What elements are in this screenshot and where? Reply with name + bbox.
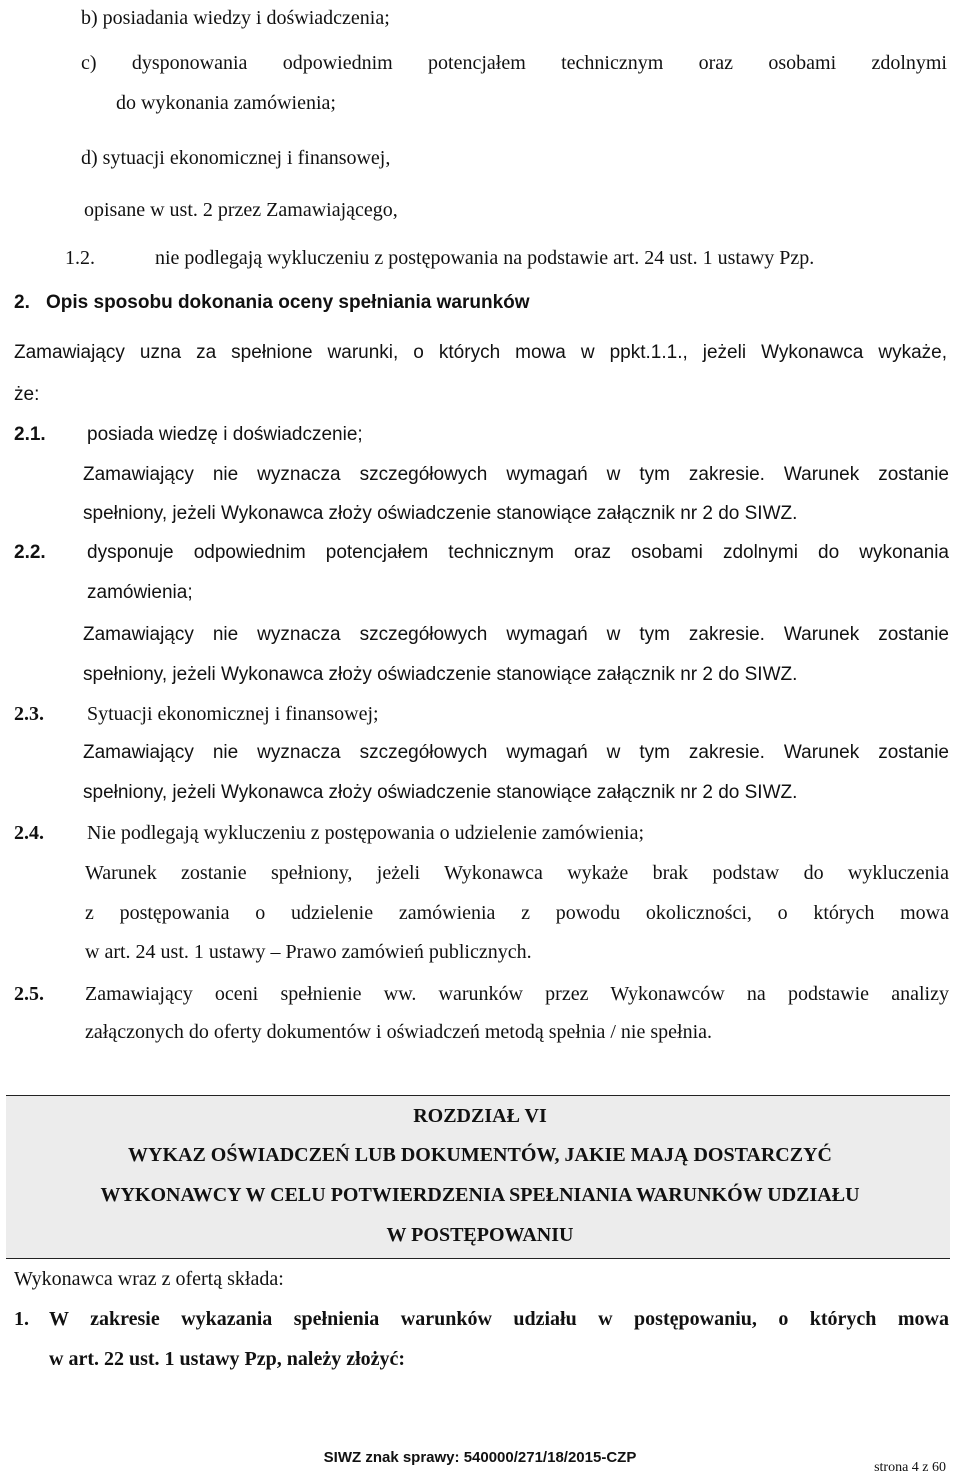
- point-2-2-line1: Zamawiający nie wyznacza szczegółowych wymagań w tym zakresie. Warunek zostanie: [83, 624, 949, 645]
- point-2-3-line2: spełniony, jeżeli Wykonawca złoży oświadczenie stanowiące załącznik nr 2 do SIWZ.: [83, 782, 798, 803]
- point-2-2-title-line2: zamówienia;: [87, 582, 193, 603]
- described-note: opisane w ust. 2 przez Zamawiającego,: [84, 199, 398, 221]
- chapter-title-line1: WYKAZ OŚWIADCZEŃ LUB DOKUMENTÓW, JAKIE MAJĄ DOSTARCZYĆ: [128, 1144, 832, 1166]
- section-2-intro-line1: Zamawiający uzna za spełnione warunki, o których mowa w ppkt.1.1., jeżeli Wykonawca wykaże,: [14, 342, 947, 363]
- point-2-5-line1: Zamawiający oceni spełnienie ww. warunków przez Wykonawców na podstawie analizy: [85, 983, 949, 1005]
- page-number: strona 4 z 60: [874, 1460, 946, 1475]
- point-2-1-line2: spełniony, jeżeli Wykonawca złoży oświadczenie stanowiące załącznik nr 2 do SIWZ.: [83, 503, 798, 524]
- point-number-2-5: 2.5.: [14, 983, 44, 1005]
- point-2-5-line2: załączonych do oferty dokumentów i oświadczeń metodą spełnia / nie spełnia.: [85, 1021, 713, 1043]
- point-2-4-title: Nie podlegają wykluczeniu z postępowania o udzielenie zamówienia;: [87, 822, 645, 844]
- submission-intro: Wykonawca wraz z ofertą składa:: [14, 1268, 284, 1290]
- point-number-1-2: 1.2.: [65, 247, 95, 269]
- point-2-4-line3: w art. 24 ust. 1 ustawy – Prawo zamówień publicznych.: [85, 941, 532, 963]
- chapter-title-line3: W POSTĘPOWANIU: [386, 1224, 574, 1246]
- point-2-2-title-line1: dysponuje odpowiednim potencjałem technicznym oraz osobami zdolnymi do wykonania: [87, 542, 949, 563]
- point-2-1-title: posiada wiedzę i doświadczenie;: [87, 424, 363, 445]
- point-2-1-line1: Zamawiający nie wyznacza szczegółowych wymagań w tym zakresie. Warunek zostanie: [83, 464, 949, 485]
- list-item-c-line2: do wykonania zamówienia;: [116, 92, 336, 114]
- chapter-number: ROZDZIAŁ VI: [413, 1105, 547, 1127]
- point-number-2-3: 2.3.: [14, 703, 44, 725]
- point-2-3-title: Sytuacji ekonomicznej i finansowej;: [87, 703, 379, 725]
- point-2-3-line1: Zamawiający nie wyznacza szczegółowych wymagań w tym zakresie. Warunek zostanie: [83, 742, 949, 763]
- point-number-2-4: 2.4.: [14, 822, 44, 844]
- chapter-title-line2: WYKONAWCY W CELU POTWIERDZENIA SPEŁNIANIA WARUNKÓW UDZIAŁU: [100, 1184, 860, 1206]
- item-1-line2: w art. 22 ust. 1 ustawy Pzp, należy złożyć:: [49, 1348, 406, 1370]
- list-item-c-line1: c) dysponowania odpowiednim potencjałem technicznym oraz osobami zdolnymi: [81, 52, 947, 74]
- list-item-b: b) posiadania wiedzy i doświadczenia;: [81, 7, 390, 29]
- item-1-number: 1.: [14, 1308, 29, 1330]
- item-1-line1: W zakresie wykazania spełnienia warunków udziału w postępowaniu, o których mowa: [49, 1308, 949, 1330]
- point-2-4-line1: Warunek zostanie spełniony, jeżeli Wykonawca wykaże brak podstaw do wykluczenia: [85, 862, 949, 884]
- section-2-heading: Opis sposobu dokonania oceny spełniania warunków: [46, 292, 530, 313]
- section-2-number: 2.: [14, 292, 30, 313]
- footer-case-number: SIWZ znak sprawy: 540000/271/18/2015-CZP: [323, 1449, 637, 1466]
- point-number-2-2: 2.2.: [14, 542, 46, 563]
- list-item-d: d) sytuacji ekonomicznej i finansowej,: [81, 147, 391, 169]
- point-2-2-line2: spełniony, jeżeli Wykonawca złoży oświadczenie stanowiące załącznik nr 2 do SIWZ.: [83, 664, 798, 685]
- point-2-4-line2: z postępowania o udzielenie zamówienia z powodu okoliczności, o których mowa: [85, 902, 949, 924]
- point-1-2-text: nie podlegają wykluczeniu z postępowania na podstawie art. 24 ust. 1 ustawy Pzp.: [155, 247, 815, 269]
- section-2-intro-line2: że:: [14, 384, 40, 405]
- point-number-2-1: 2.1.: [14, 424, 46, 445]
